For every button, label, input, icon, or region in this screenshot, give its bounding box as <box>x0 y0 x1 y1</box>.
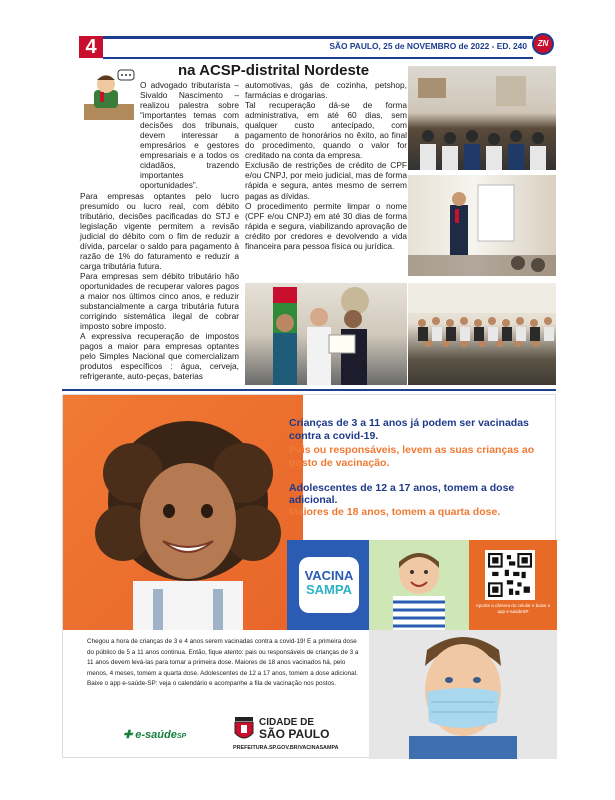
article-column-2 <box>245 80 407 251</box>
certificate-photo <box>245 283 407 385</box>
zn-logo: ZN <box>532 33 554 55</box>
ad-body-text: Chegou a hora de crianças de 3 e 4 anos serem vacinadas contra a covid-19! E a primeira dose do público de 5 a 11 anos continua. Então, fique atento: pais ou responsáveis de crianças de 3 a 11 anos devem levá-las para tomar a primeira dose. Maiores de 18 anos vacinados há, pelo menos, 4 meses, tomem a quarta dose. Adolescentes de 12 a 17 anos, tomem a dose adicional. Baixe o app e-saúde-SP: veja o calendário e acompanhe a fila de vacinação nos postos. <box>87 638 359 688</box>
section-divider <box>62 389 556 391</box>
qr-code-icon[interactable] <box>485 550 535 600</box>
vaccination-ad <box>62 394 556 758</box>
paragraph: Tal recuperação dá-se de forma administrativa, em até 60 dias, sem qualquer custo antecipado, com pagamento de honorários no êxito, ao final do procedimento, quando o valor for creditado na conta da empresa. <box>245 100 407 161</box>
paragraph: automotivas, gás de cozinha, petshop, farmácias e drogarias. <box>245 80 407 101</box>
vacina-logo-line2: SAMPA <box>306 582 352 597</box>
ad-orange-panel <box>63 395 303 630</box>
city-coat-of-arms-icon <box>233 717 255 743</box>
ad-headline-teens: Adolescentes de 12 a 17 anos, tomem a dose adicional. <box>289 482 515 506</box>
prefeitura-line2: SÃO PAULO <box>259 727 330 741</box>
qr-panel <box>469 540 557 630</box>
speaker-presentation-photo <box>408 175 556 276</box>
page-number: 4 <box>79 36 103 58</box>
vacina-sampa-logo <box>287 540 369 630</box>
event-audience-photo <box>408 66 556 170</box>
vacina-logo-line1: VACINA <box>304 568 354 583</box>
man-with-mask-photo <box>369 630 557 759</box>
esaude-logo: ✚ e-saúdeSP <box>123 729 187 741</box>
paragraph: A expressiva recuperação de impostos pagos a maior para empresas optantes pelo Simples Nacional que comercializam produtos específicos : água, cerveja, refrigerante, auto-peças, baterias <box>80 331 239 382</box>
article-column-1 <box>80 80 239 381</box>
paragraph: Exclusão de restrições de crédito de CPF e/ou CNPJ, por meio judicial, mas de forma rápida e segura, antes mesmo de serrem pagas as dívidas. <box>245 160 407 201</box>
ad-headline-parents: Pais ou responsáveis, levem as suas crianças ao posto de vacinação. <box>289 444 535 469</box>
paragraph: Para empresas sem débito tributário hão oportunidades de recuperar valores pagos a maior nos últimos cinco anos, e reduzir substancialmente a carga tributária futura corrigindo sistemática ilegal de cobrar imposto sobre imposto. <box>80 270 239 332</box>
ad-headline-children: Crianças de 3 a 11 anos já podem ser vacinadas contra a covid-19. <box>289 417 529 442</box>
prefeitura-line1: CIDADE DE <box>259 717 315 728</box>
paragraph: O advogado tributarista – Sivaldo Nascimento – realizou palestra sobre “importantes temas com decisões dos tribunais, devem interessar a empresários e gestores empresariais e a todos os cidadãos, trazendo importantes oportunidades”. <box>140 80 239 191</box>
esaude-logo-text: e-saúde <box>135 729 177 741</box>
paragraph: Para empresas optantes pelo lucro presumido ou lucro real, com débito tributário, decisões pacificadas do STJ e legislação vigente permitem a revisão judicial do débito com o fim de reduzir a dívida, parcelar o saldo para pagamento à razão de 1% do faturamento e reduzir a carga tributária futura. <box>80 190 239 271</box>
prefeitura-url[interactable]: PREFEITURA.SP.GOV.BR/VACINASAMPA <box>233 745 339 751</box>
esaude-logo-sp: SP <box>176 733 187 740</box>
boy-photo <box>369 540 469 630</box>
dateline: SÃO PAULO, 25 de NOVEMBRO de 2022 - ED. 240 <box>329 41 527 51</box>
qr-caption: Aponte a câmera do celular e baixe o app e-saúdeSP <box>475 603 551 614</box>
ad-headline-adults: Maiores de 18 anos, tomem a quarta dose. <box>289 506 501 518</box>
header-rule <box>103 57 533 59</box>
paragraph: O procedimento permite limpar o nome (CPF e/ou CNPJ) em até 30 dias de forma rápida e segura, viabilizando aprovação de crédito por credores e devolvendo a vida financeira para pessoa física ou jurídica. <box>245 200 407 251</box>
group-photo <box>408 283 556 385</box>
article-title: na ACSP-distrital Nordeste <box>178 62 370 79</box>
header-rule <box>103 36 533 39</box>
child-smiling-photo <box>93 413 283 630</box>
